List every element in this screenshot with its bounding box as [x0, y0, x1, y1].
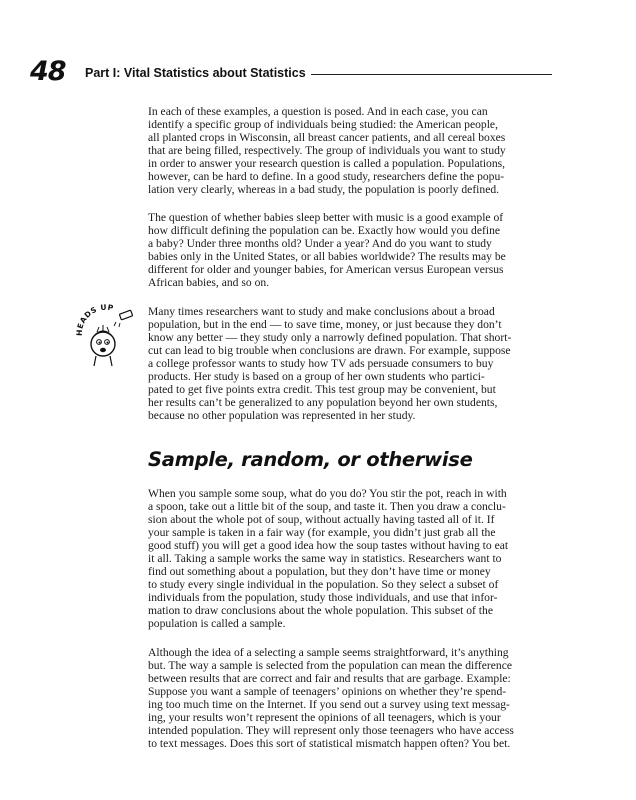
- text-line: lation very clearly, whereas in a bad study, the population is poorly defined.: [148, 183, 500, 197]
- text-line: but. The way a sample is selected from the population can mean the difference: [148, 659, 512, 673]
- text-line: pated to get five points extra credit. This test group may be convenient, but: [148, 383, 496, 397]
- text-line: all planted crops in Wisconsin, all breast cancer patients, and all cereal boxes: [148, 131, 506, 145]
- paragraph-narrow-population: [148, 305, 552, 422]
- paragraph-population-definition: [148, 105, 552, 196]
- text-line: a spoon, take out a little bit of the soup, and taste it. Then you draw a conclu-: [148, 500, 506, 514]
- page-header: [0, 52, 636, 92]
- text-line: to text messages. Does this sort of statistical mismatch happen often? You bet.: [148, 737, 511, 751]
- text-line: population is called a sample.: [148, 617, 286, 631]
- text-line: intended population. They will represent only those teenagers who have access: [148, 724, 514, 738]
- paragraph-sample-selection: [148, 646, 552, 750]
- text-line: Many times researchers want to study and make conclusions about a broad: [148, 305, 495, 318]
- text-line: however, can be hard to define. In a good study, researchers define the popu-: [148, 170, 505, 184]
- text-line: Although the idea of a selecting a sample seems straightforward, it’s anything: [148, 646, 509, 659]
- text-line: African babies, and so on.: [148, 276, 270, 290]
- heads-up-icon: [70, 296, 142, 368]
- text-line: between results that are correct and fair and results that are garbage. Example:: [148, 672, 511, 686]
- text-line: individuals from the population, study those individuals, and use that infor-: [148, 591, 498, 605]
- paragraph-soup-sample: [148, 487, 552, 631]
- text-line: because no other population was represented in her study.: [148, 409, 416, 423]
- text-line: know any better — they study only a narrowly defined population. That short-: [148, 331, 512, 345]
- text-line: sion about the whole pot of soup, without actually having tasted all of it. If: [148, 513, 495, 527]
- text-line: ing too much time on the Internet. If you send out a survey using text messag-: [148, 698, 510, 712]
- text-line: babies only in the United States, or all babies worldwide? The results may be: [148, 250, 506, 264]
- text-line: that are being filled, respectively. The group of individuals you want to study: [148, 144, 506, 158]
- text-line: to study every single individual in the population. So they select a subset of: [148, 578, 499, 592]
- text-line: The question of whether babies sleep better with music is a good example of: [148, 211, 504, 224]
- header-rule: [311, 74, 552, 75]
- text-line: In each of these examples, a question is posed. And in each case, you can: [148, 105, 488, 118]
- text-line: your sample is taken in a fair way (for example, you didn’t just grab all the: [148, 526, 496, 540]
- text-line: in order to answer your research question is called a population. Populations,: [148, 157, 506, 171]
- running-head: Part I: Vital Statistics about Statistics: [85, 66, 306, 80]
- text-line: how difficult defining the population can be. Exactly how would you define: [148, 224, 501, 238]
- paragraph-babies-example: [148, 211, 552, 289]
- text-line: different for older and younger babies, for American versus European versus: [148, 263, 504, 277]
- section-heading: Sample, random, or otherwise: [148, 448, 473, 471]
- text-line: good stuff) you will get a good idea how the soup tastes without having to eat: [148, 539, 509, 553]
- text-line: it all. Taking a sample works the same way in statistics. Researchers want to: [148, 552, 502, 566]
- text-line: a baby? Under three months old? Under a year? And do you want to study: [148, 237, 492, 251]
- text-line: population, but in the end — to save time, money, or just because they don’t: [148, 318, 502, 332]
- heads-up-label: HEADS UP: [74, 302, 115, 337]
- text-line: Suppose you want a sample of teenagers’ opinions on whether they’re spend-: [148, 685, 507, 699]
- text-line: products. Her study is based on a group of her own students who partici-: [148, 370, 485, 384]
- text-line: identify a specific group of individuals being studied: the American people,: [148, 118, 498, 132]
- page-number: 48: [30, 56, 66, 87]
- text-line: find out something about a population, but they don’t have time or money: [148, 565, 491, 579]
- text-line: When you sample some soup, what do you do? You stir the pot, reach in with: [148, 487, 507, 500]
- text-line: mation to draw conclusions about the whole population. This subset of the: [148, 604, 493, 618]
- text-line: a college professor wants to study how TV ads persuade consumers to buy: [148, 357, 494, 371]
- text-line: her results can’t be generalized to any population beyond her own students,: [148, 396, 498, 410]
- text-line: ing, your results won’t represent the opinions of all teenagers, which is your: [148, 711, 501, 725]
- text-line: cut can lead to big trouble when conclusions are drawn. For example, suppose: [148, 344, 511, 358]
